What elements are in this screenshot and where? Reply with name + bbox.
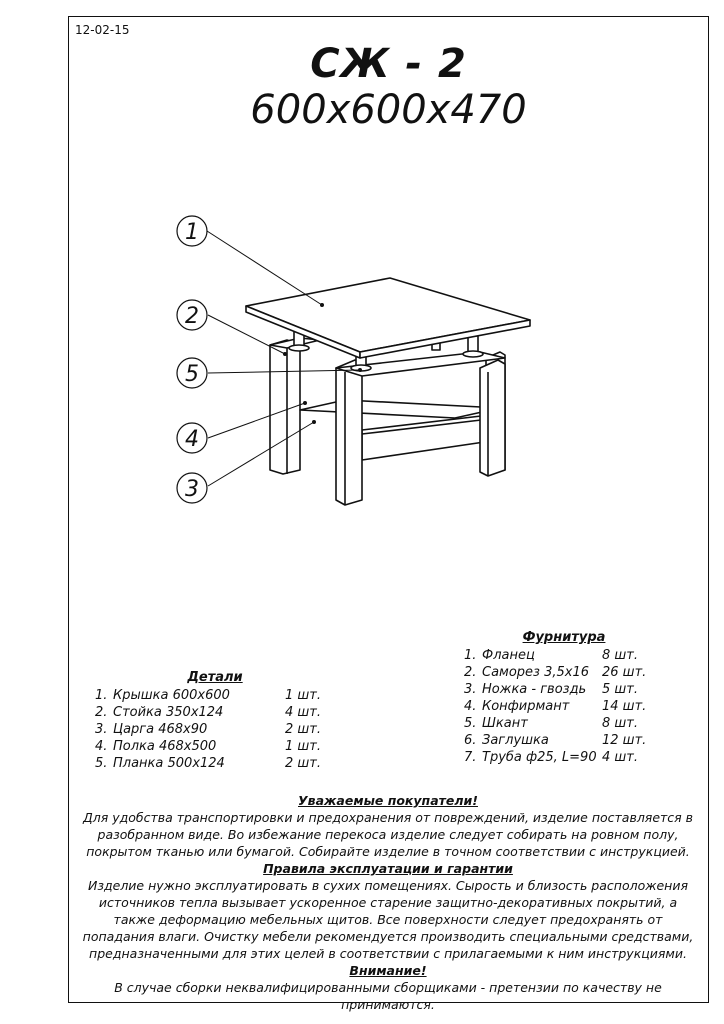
content-layer [68, 16, 709, 1012]
parts-row [95, 755, 335, 772]
hardware-number: 3. [464, 682, 477, 697]
parts-number: 4. [95, 739, 108, 754]
hardware-name: Шкант [482, 716, 528, 731]
hardware-number: 6. [464, 733, 477, 748]
parts-row [95, 721, 335, 738]
hardware-qty: 12 шт. [602, 733, 647, 748]
greeting-text: Для удобства транспортировки и предохранения от повреждений, изделие поставляется в разобранном виде. Во избежание перекоса изделие следует собирать на ровном полу, покрытом тканью или бумагой. Собирайте изделие в точном соответствии с инструкцией. [82, 810, 694, 859]
hardware-qty: 8 шт. [602, 648, 639, 663]
hardware-row [464, 715, 664, 732]
parts-number: 2. [95, 705, 108, 720]
hardware-qty: 5 шт. [602, 682, 639, 697]
warning-heading: Внимание! [349, 963, 427, 978]
parts-row [95, 738, 335, 755]
hardware-row [464, 698, 664, 715]
callout-label-3: 3 [185, 477, 199, 502]
callout-label-2: 2 [185, 304, 199, 329]
hardware-name: Саморез 3,5x16 [482, 665, 590, 680]
parts-heading: Детали [187, 670, 243, 685]
callout-label-4: 4 [185, 427, 199, 452]
parts-number: 1. [95, 688, 108, 703]
hardware-row [464, 664, 664, 681]
parts-name: Стойка 350x124 [113, 705, 224, 720]
hardware-number: 4. [464, 699, 477, 714]
hardware-name: Заглушка [482, 733, 549, 748]
hardware-name: Труба ф25, L=90 [482, 750, 597, 765]
hardware-row [464, 749, 664, 766]
parts-name: Царга 468x90 [113, 722, 208, 737]
hardware-qty: 14 шт. [602, 699, 647, 714]
hardware-heading: Фурнитура [522, 630, 606, 645]
parts-qty: 4 шт. [285, 705, 322, 720]
parts-qty: 1 шт. [285, 688, 322, 703]
parts-qty: 2 шт. [285, 722, 322, 737]
parts-qty: 1 шт. [285, 739, 322, 754]
parts-row [95, 704, 335, 721]
customer-notes [82, 792, 694, 1013]
product-title: СЖ - 2 [310, 41, 467, 87]
parts-name: Полка 468x500 [113, 739, 217, 754]
hardware-row [464, 681, 664, 698]
product-dimensions: 600x600x470 [250, 87, 527, 133]
hardware-qty: 8 шт. [602, 716, 639, 731]
rules-heading: Правила эксплуатации и гарантии [263, 861, 513, 876]
hardware-number: 1. [464, 648, 477, 663]
hardware-row [464, 732, 664, 749]
parts-qty: 2 шт. [285, 756, 322, 771]
greeting-heading: Уважаемые покупатели! [298, 793, 478, 808]
parts-name: Крышка 600x600 [113, 688, 230, 703]
parts-number: 5. [95, 756, 108, 771]
hardware-list [464, 630, 664, 766]
hardware-row [464, 647, 664, 664]
rules-text: Изделие нужно эксплуатировать в сухих помещениях. Сырость и близость расположения источников тепла вызывает ускоренное старение защитно-декоративных покрытий, а также деформацию мебельных щитов. Все поверхности следует предохранять от попадания влаги. Очистку мебели рекомендуется производить специальными средствами, предназначенными для этих целей в соответствии с прилагаемыми к ним инструкциями. [82, 878, 694, 961]
warning-text: В случае сборки неквалифицированными сборщиками - претензии по качеству не принимаются. [114, 980, 662, 1012]
callout-label-1: 1 [185, 220, 199, 245]
document-code: 12-02-15 [75, 23, 130, 37]
parts-name: Планка 500x124 [113, 756, 225, 771]
hardware-number: 2. [464, 665, 477, 680]
hardware-number: 5. [464, 716, 477, 731]
callout-label-5: 5 [185, 362, 199, 387]
hardware-qty: 26 шт. [602, 665, 647, 680]
hardware-name: Ножка - гвоздь [482, 682, 587, 697]
hardware-qty: 4 шт. [602, 750, 639, 765]
parts-list [95, 670, 335, 772]
hardware-name: Конфирмант [482, 699, 570, 714]
parts-row [95, 687, 335, 704]
hardware-name: Фланец [482, 648, 535, 663]
parts-number: 3. [95, 722, 108, 737]
hardware-number: 7. [464, 750, 477, 765]
